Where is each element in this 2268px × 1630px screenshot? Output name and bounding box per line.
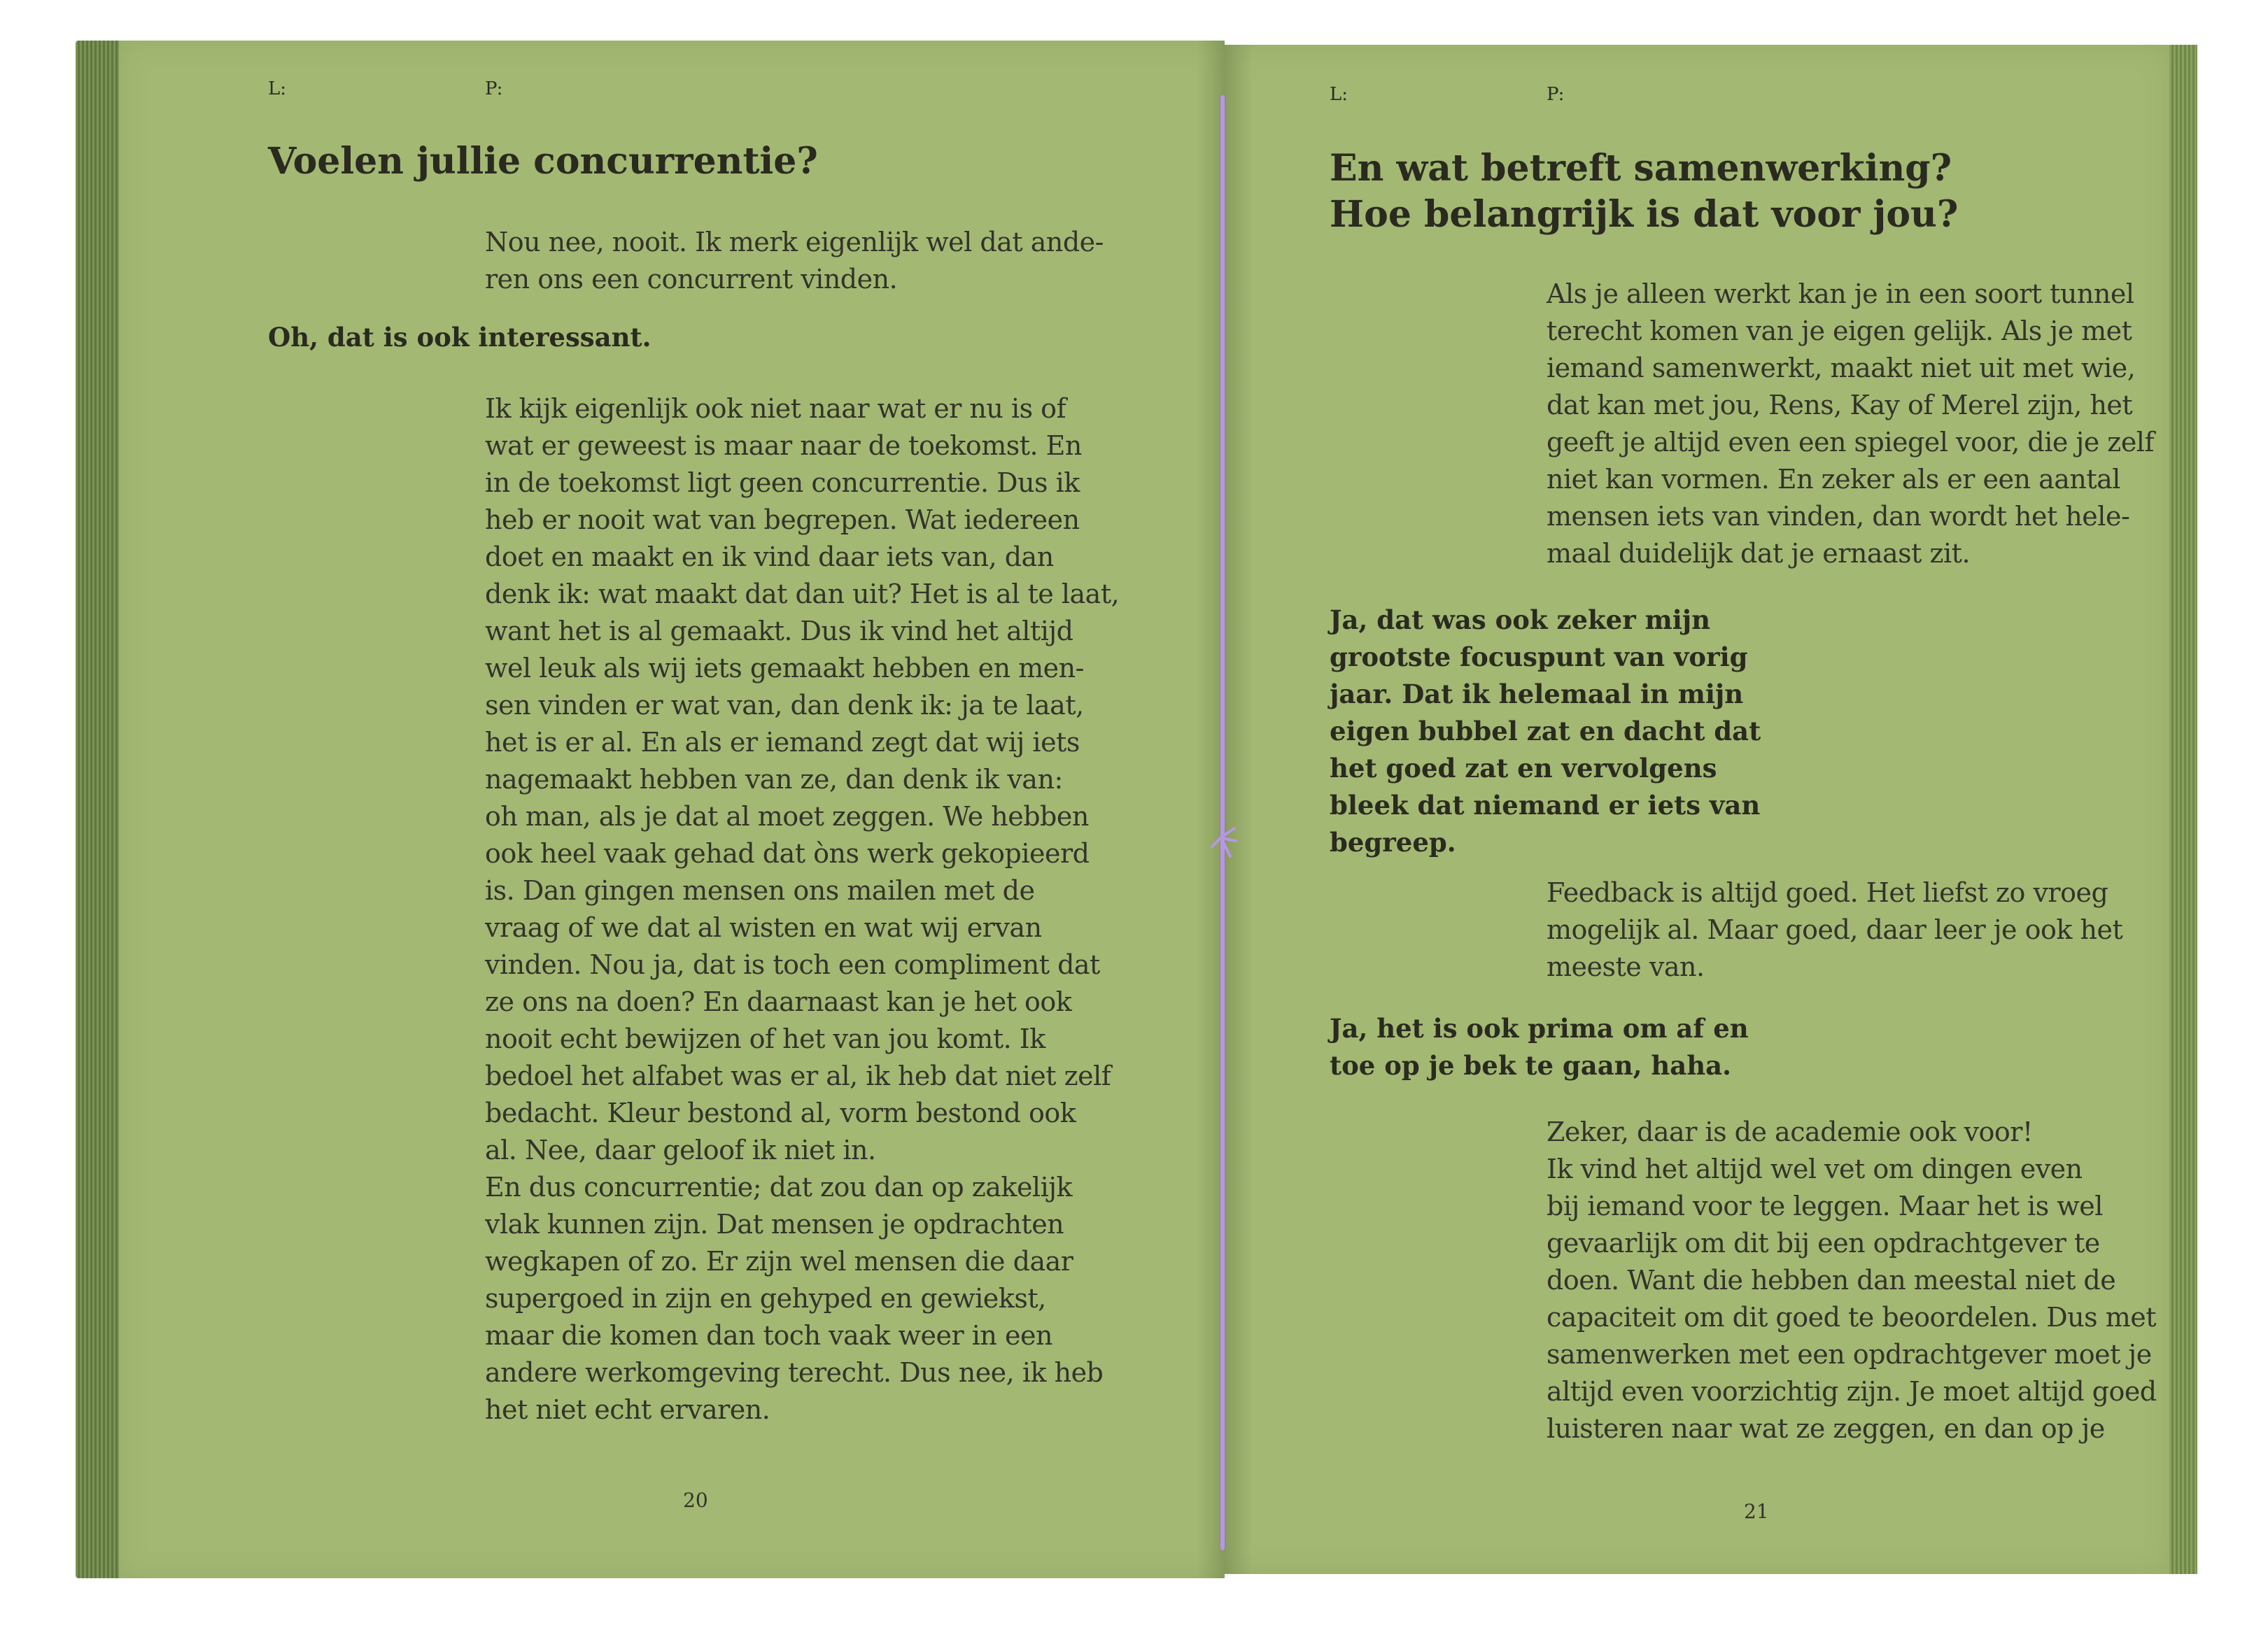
answer-paragraph: Zeker, daar is de academie ook voor! Ik vind het altijd wel vet om dingen even bij iemand voor te leggen. Maar het is wel gevaarlijk om dit bij een opdrachtgever te doen. Want die hebben dan meestal niet de capaciteit om dit goed te beoordelen. Dus met samenwerken met een opdrachtgever moet je altijd even voorzichtig zijn. Je moet altijd goed luisteren naar wat ze zeggen, en dan op je (1547, 1117, 2157, 1444)
header-label-l: L: (1330, 84, 1348, 105)
header-label-p: P: (1547, 84, 1565, 105)
header-label-p: P: (485, 78, 503, 99)
answer-paragraph: Ik kijk eigenlijk ook niet naar wat er nu is of wat er geweest is maar naar de toekomst. En in de toekomst ligt geen concurrentie. Dus ik heb er nooit wat van begrepen. Wat iedereen doet en maakt en ik vind daar iets van, dan denk ik: wat maakt dat dan uit? Het is al te laat, want het is al gemaakt. Dus ik vind het altijd wel leuk als wij iets gemaakt hebben en men- sen vinden er wat van, dan denk ik: ja te laat, het is er al. En als er iemand zegt dat wij iets nagemaakt hebben van ze, dan denk ik van: oh man, als je dat al moet zeggen. We hebben ook heel vaak gehad dat òns werk gekopieerd is. Dan gingen mensen ons mailen met de vraag of we dat al wisten en wat wij ervan vinden. Nou ja, dat is toch een compliment dat ze ons na doen? En daarnaast kan je het ook nooit echt bewijzen of het van jou komt. Ik bedoel het alfabet was er al, ik heb dat niet zelf bedacht. Kleur bestond al, vorm bestond ook al. Nee, daar geloof ik niet in. En dus concurrentie; dat zou dan op zakelijk vlak kunnen zijn. Dat mensen je opdrachten wegkapen of zo. Er zijn wel mensen die daar supergoed in zijn en gehyped en gewiekst, maar die komen dan toch vaak weer in een andere werkomgeving terecht. Dus nee, ik heb het niet echt ervaren. (485, 393, 1120, 1425)
page-stack-left-edge (76, 41, 119, 1578)
page-heading: En wat betreft samenwerking? Hoe belangrijk is dat voor jou? (1330, 147, 1959, 236)
interviewer-question: Oh, dat is ook interessant. (268, 322, 651, 353)
page-number: 21 (1744, 1500, 1769, 1523)
page-stack-right-edge (2169, 45, 2197, 1574)
open-booklet (76, 41, 2197, 1578)
right-page (1225, 45, 2169, 1574)
page-number: 20 (683, 1489, 708, 1512)
thread-knot-icon (1209, 816, 1237, 865)
interviewer-question: Ja, het is ook prima om af en toe op je bek te gaan, haha. (1330, 1013, 1749, 1081)
interviewer-question: Ja, dat was ook zeker mijn grootste focuspunt van vorig jaar. Dat ik helemaal in mijn eigen bubbel zat en dacht dat het goed zat en vervolgens bleek dat niemand er iets van begreep. (1330, 604, 1761, 858)
page-heading: Voelen jullie concurrentie? (268, 140, 818, 183)
gutter-shadow-right (1225, 45, 1253, 1574)
answer-paragraph: Nou nee, nooit. Ik merk eigenlijk wel dat ande- ren ons een concurrent vinden. (485, 227, 1104, 295)
answer-paragraph: Feedback is altijd goed. Het liefst zo vroeg mogelijk al. Maar goed, daar leer je ook het meeste van. (1547, 877, 2123, 982)
header-label-l: L: (268, 78, 287, 99)
left-page (119, 41, 1225, 1578)
answer-paragraph: Als je alleen werkt kan je in een soort tunnel terecht komen van je eigen gelijk. Als je met iemand samenwerkt, maakt niet uit met wie, dat kan met jou, Rens, Kay of Merel zijn, het geeft je altijd even een spiegel voor, die je zelf niet kan vormen. En zeker als er een aantal mensen iets van vinden, dan wordt het hele- maal duidelijk dat je ernaast zit. (1547, 278, 2155, 569)
